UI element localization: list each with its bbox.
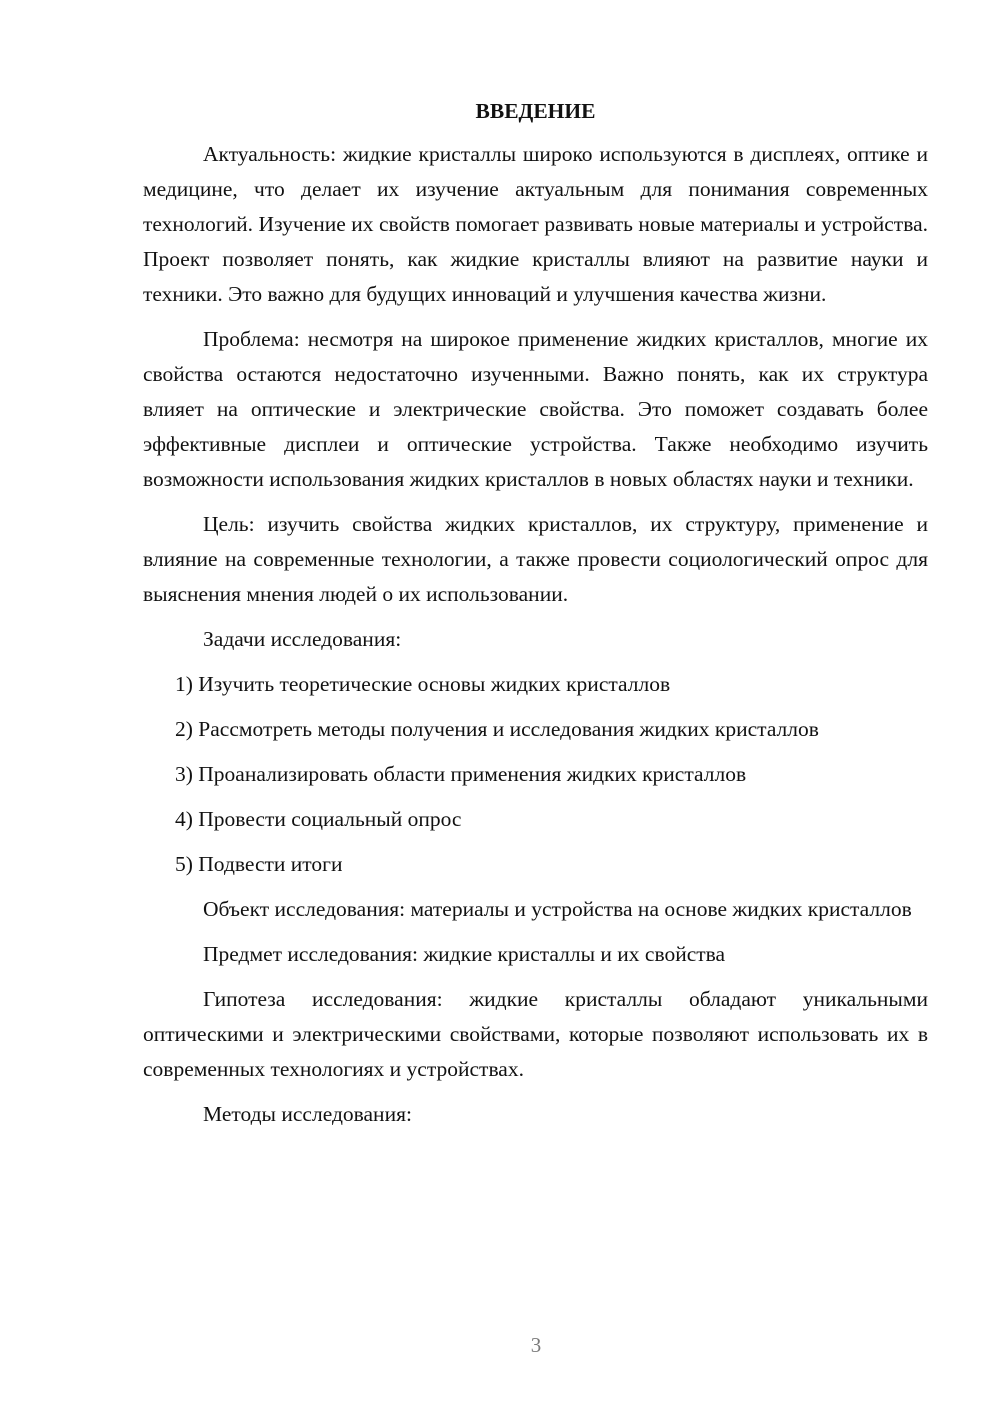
task-item-3: 3) Проанализировать области применения жидких кристаллов [175, 762, 747, 786]
problem-paragraph: Проблема: несмотря на широкое применение жидких кристаллов, многие их свойства остаются недостаточно изученными. Важно понять, как их структура влияет на оптические и электрические свойства. Это поможет создавать более эффективные дисплеи и оптические устройства. Также необходимо изучить возможности использования жидких кристаллов в новых областях науки и техники. [143, 327, 928, 491]
goal-paragraph: Цель: изучить свойства жидких кристаллов, их структуру, применение и влияние на современные технологии, а также провести социологический опрос для выяснения мнения людей о их использовании. [143, 512, 928, 606]
methods-heading: Методы исследования: [203, 1102, 412, 1126]
tasks-heading: Задачи исследования: [203, 627, 402, 651]
object-paragraph: Объект исследования: материалы и устройства на основе жидких кристаллов [203, 897, 912, 921]
tasks-list [143, 667, 928, 882]
document-page [143, 94, 928, 1142]
relevance-paragraph: Актуальность: жидкие кристаллы широко используются в дисплеях, оптике и медицине, что делает их изучение актуальным для понимания современных технологий. Изучение их свойств помогает развивать новые материалы и устройства. Проект позволяет понять, как жидкие кристаллы влияют на развитие науки и техники. Это важно для будущих инноваций и улучшения качества жизни. [143, 142, 928, 306]
task-item-2: 2) Рассмотреть методы получения и исследования жидких кристаллов [175, 717, 819, 741]
page-title: ВВЕДЕНИЕ [475, 99, 596, 123]
page-number: 3 [530, 1333, 542, 1357]
task-item-1: 1) Изучить теоретические основы жидких кристаллов [175, 672, 671, 696]
hypothesis-paragraph: Гипотеза исследования: жидкие кристаллы обладают уникальными оптическими и электрическими свойствами, которые позволяют использовать их в современных технологиях и устройствах. [143, 987, 928, 1081]
task-item-4: 4) Провести социальный опрос [175, 807, 462, 831]
subject-paragraph: Предмет исследования: жидкие кристаллы и их свойства [203, 942, 726, 966]
task-item-5: 5) Подвести итоги [175, 852, 343, 876]
